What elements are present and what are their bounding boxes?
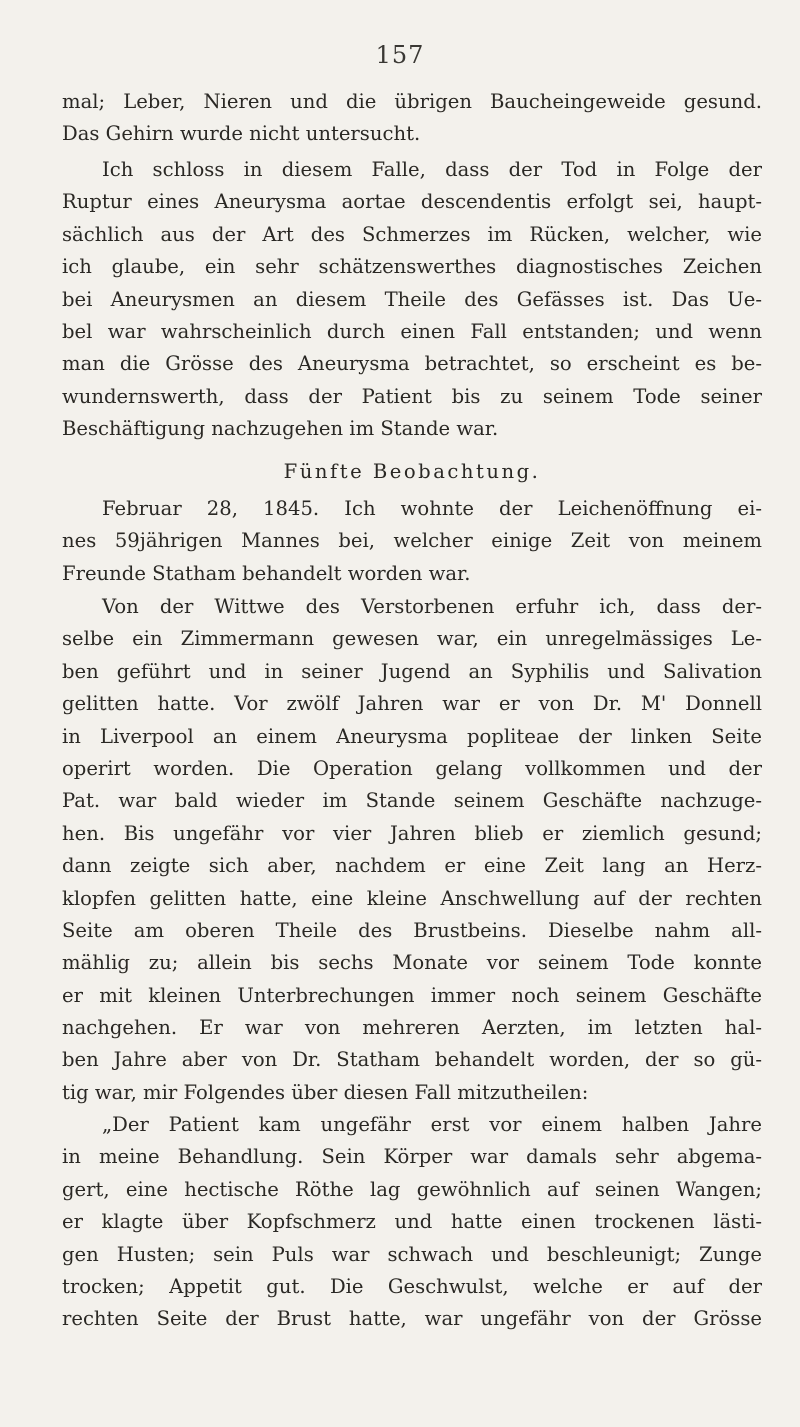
text-line: er mit kleinen Unterbrechungen immer noch seinem Geschäfte: [62, 983, 762, 1007]
text-line: man die Grösse des Aneurysma betrachtet, so erscheint es be-: [62, 352, 762, 376]
text-line: trocken; Appetit gut. Die Geschwulst, welche er auf der: [62, 1274, 762, 1298]
text-line: hen. Bis ungefähr vor vier Jahren blieb er ziemlich gesund;: [62, 821, 762, 845]
text-line: ich glaube, ein sehr schätzenswerthes diagnostisches Zeichen: [62, 255, 762, 279]
text-line: Das Gehirn wurde nicht untersucht.: [62, 122, 421, 146]
text-line: Ich schloss in diesem Falle, dass der Tod in Folge der: [102, 158, 762, 181]
text-line: mal; Leber, Nieren und die übrigen Baucheingeweide gesund.: [62, 90, 762, 113]
paragraph-observation-intro: [62, 493, 762, 590]
text-line: mählig zu; allein bis sechs Monate vor seinem Tode konnte: [62, 951, 762, 975]
text-line: ben geführt und in seiner Jugend an Syphilis und Salivation: [62, 659, 762, 683]
text-line: Pat. war bald wieder im Stande seinem Geschäfte nachzuge-: [62, 789, 762, 813]
text-line: wundernswerth, dass der Patient bis zu seinem Tode seiner: [62, 384, 762, 408]
paragraph-patient-history: [62, 591, 762, 1109]
text-line: rechten Seite der Brust hatte, war ungefähr von der Grösse: [62, 1307, 762, 1331]
text-line: dann zeigte sich aber, nachdem er eine Zeit lang an Herz-: [62, 854, 762, 878]
text-line: nachgehen. Er war von mehreren Aerzten, im letzten hal-: [62, 1016, 762, 1040]
text-line: sächlich aus der Art des Schmerzes im Rücken, welcher, wie: [62, 222, 762, 246]
section-heading: Fünfte Beobachtung.: [283, 460, 541, 483]
text-line: gert, eine hectische Röthe lag gewöhnlich auf seinen Wangen;: [62, 1177, 762, 1201]
text-line: nes 59jährigen Mannes bei, welcher einige Zeit von meinem: [62, 529, 762, 553]
text-line: gelitten hatte. Vor zwölf Jahren war er von Dr. M' Donnell: [62, 692, 762, 716]
text-line: „Der Patient kam ungefähr erst vor einem halben Jahre: [102, 1113, 762, 1136]
text-line: Freunde Statham behandelt worden war.: [62, 561, 471, 585]
text-line: in Liverpool an einem Aneurysma popliteae der linken Seite: [62, 724, 762, 748]
section-heading-block: [62, 456, 762, 488]
paragraph-conclusion: [62, 154, 762, 446]
text-line: gen Husten; sein Puls war schwach und beschleunigt; Zunge: [62, 1242, 762, 1266]
text-line: in meine Behandlung. Sein Körper war damals sehr abgema-: [62, 1145, 762, 1169]
text-line: selbe ein Zimmermann gewesen war, ein unregelmässiges Le-: [62, 627, 762, 651]
text-line: Seite am oberen Theile des Brustbeins. Dieselbe nahm all-: [62, 918, 762, 942]
paragraph-statham-report: [62, 1109, 762, 1336]
paragraph-autopsy-end: [62, 86, 762, 151]
text-line: klopfen gelitten hatte, eine kleine Anschwellung auf der rechten: [62, 886, 762, 910]
text-line: Februar 28, 1845. Ich wohnte der Leichenöffnung ei-: [102, 497, 762, 520]
text-line: Beschäftigung nachzugehen im Stande war.: [62, 417, 499, 441]
text-line: Von der Wittwe des Verstorbenen erfuhr ich, dass der-: [102, 595, 762, 618]
text-line: operirt worden. Die Operation gelang vollkommen und der: [62, 756, 762, 780]
page-number: 157: [375, 41, 425, 69]
text-line: Ruptur eines Aneurysma aortae descendentis erfolgt sei, haupt-: [62, 190, 762, 214]
text-line: bei Aneurysmen an diesem Theile des Gefässes ist. Das Ue-: [62, 287, 762, 311]
text-line: er klagte über Kopfschmerz und hatte einen trockenen lästi-: [62, 1210, 762, 1234]
text-line: bel war wahrscheinlich durch einen Fall entstanden; und wenn: [62, 319, 762, 343]
text-line: tig war, mir Folgendes über diesen Fall mitzutheilen:: [62, 1080, 589, 1104]
text-line: ben Jahre aber von Dr. Statham behandelt worden, der so gü-: [62, 1048, 762, 1072]
